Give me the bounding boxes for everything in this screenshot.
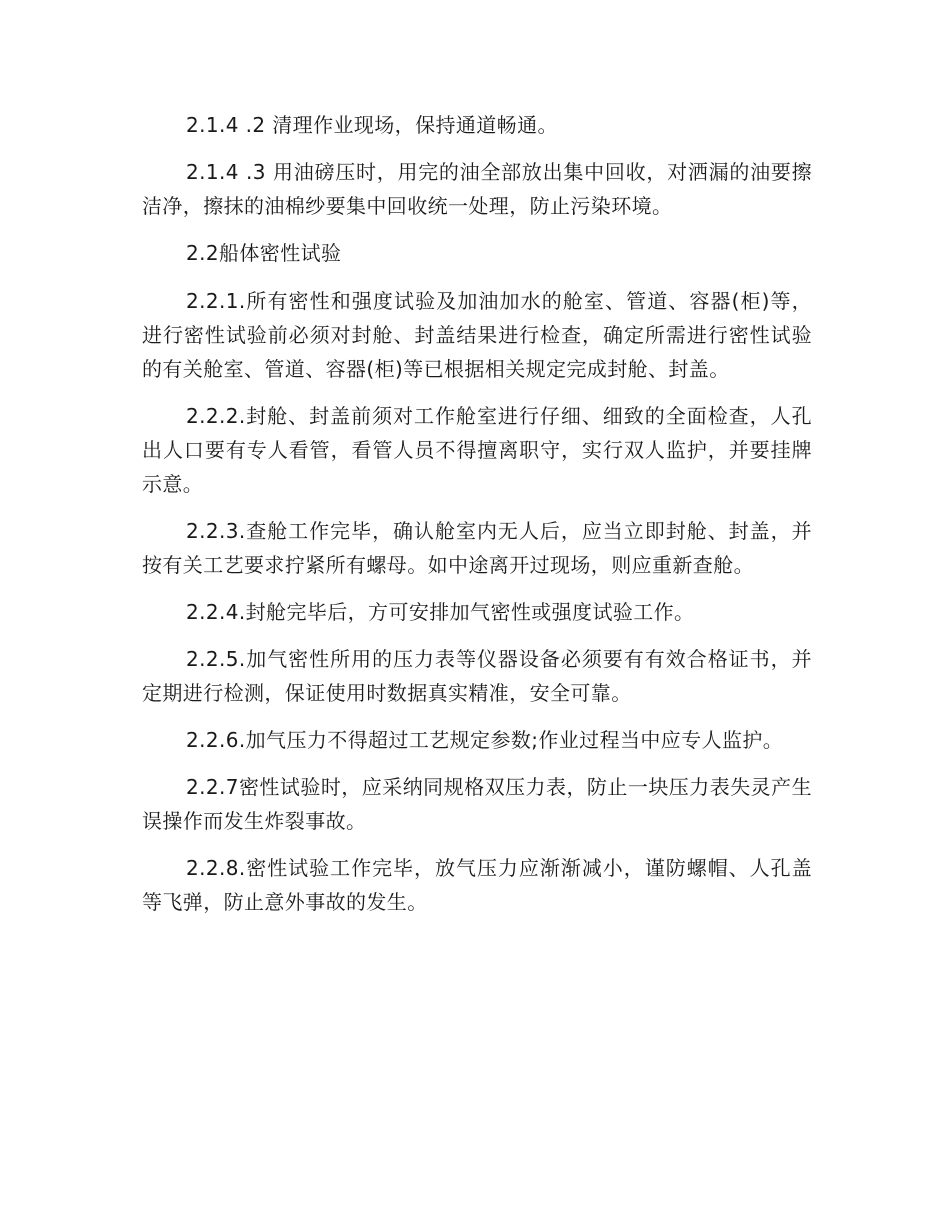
paragraph-2-2-4: 2.2.4.封舱完毕后，方可安排加气密性或强度试验工作。 — [186, 600, 695, 624]
paragraph-2-2-3: 2.2.3.查舱工作完毕，确认舱室内无人后，应当立即封舱、封盖，并按有关工艺要求拧紧所有螺母。如中途离开过现场，则应重新查舱。 — [142, 519, 812, 577]
paragraph-2-1-4-2: 2.1.4 .2 清理作业现场，保持通道畅通。 — [186, 113, 558, 137]
paragraph-2-1-4-3: 2.1.4 .3 用油磅压时，用完的油全部放出集中回收，对洒漏的油要擦洁净，擦抹的油棉纱要集中回收统一处理，防止污染环境。 — [142, 160, 812, 218]
paragraph-2-2-2: 2.2.2.封舱、封盖前须对工作舱室进行仔细、细致的全面检查，人孔出人口要有专人看管，看管人员不得擅离职守，实行双人监护，并要挂牌示意。 — [142, 404, 812, 496]
paragraph-2-2-8: 2.2.8.密性试验工作完毕，放气压力应渐渐减小，谨防螺帽、人孔盖等飞弹，防止意外事故的发生。 — [142, 856, 812, 914]
paragraph-2-2-5: 2.2.5.加气密性所用的压力表等仪器设备必须要有有效合格证书，并定期进行检测，保证使用时数据真实精准，安全可靠。 — [142, 647, 812, 705]
paragraph-2-2-6: 2.2.6.加气压力不得超过工艺规定参数;作业过程当中应专人监护。 — [186, 728, 784, 752]
document-page — [142, 108, 812, 932]
paragraph-2-2-1: 2.2.1.所有密性和强度试验及加油加水的舱室、管道、容器(柜)等，进行密性试验前必须对封舱、封盖结果进行检查，确定所需进行密性试验的有关舱室、管道、容器(柜)等已根据相关规定完成封舱、封盖。 — [142, 289, 812, 381]
section-heading-2-2: 2.2船体密性试验 — [186, 241, 342, 265]
paragraph-2-2-7: 2.2.7密性试验时，应采纳同规格双压力表，防止一块压力表失灵产生误操作而发生炸裂事故。 — [142, 775, 812, 833]
